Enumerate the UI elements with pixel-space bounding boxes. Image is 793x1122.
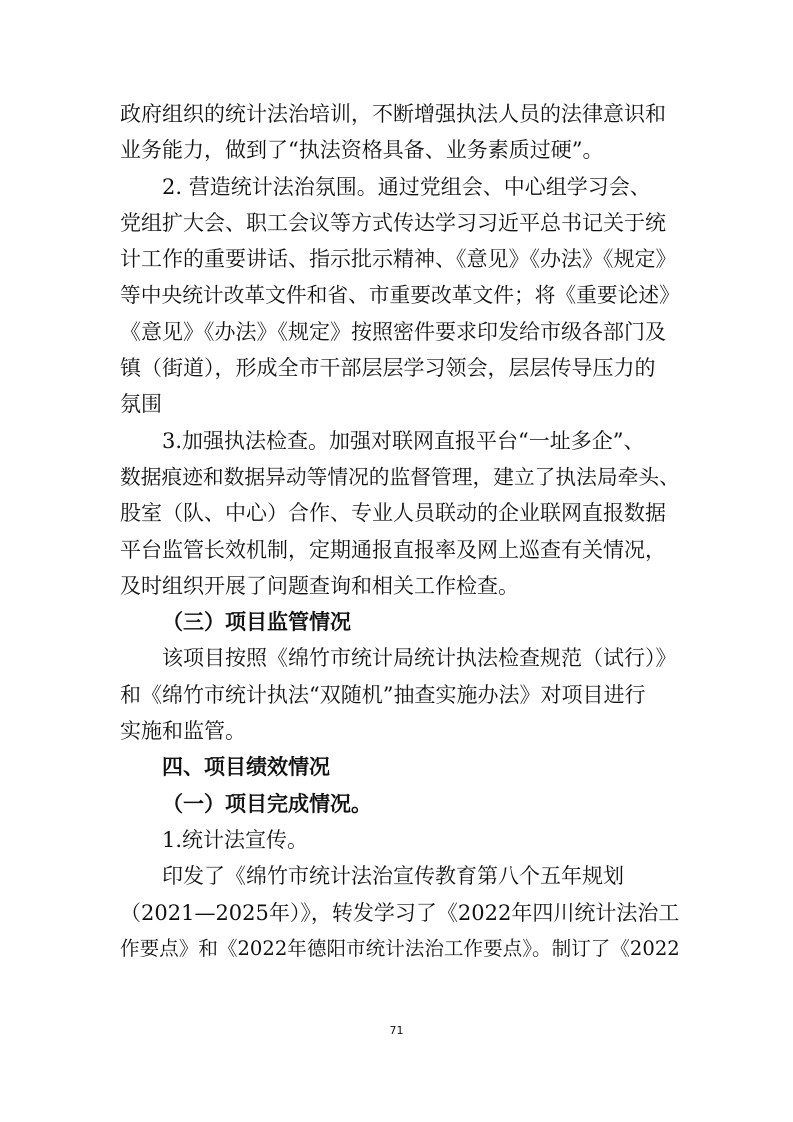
- text-line: 平台监管长效机制，定期通报直报率及网上巡查有关情况，: [120, 537, 666, 562]
- text-line: 3.加强执法检查。加强对联网直报平台“一址多企”、: [162, 428, 645, 453]
- text-line: 及时组织开展了问题查询和相关工作检查。: [120, 573, 519, 598]
- text-line: 和《绵竹市统计执法“双随机”抽查实施办法》对项目进行: [120, 682, 646, 707]
- text-line: 镇（街道），形成全市干部层层学习领会，层层传导压力的: [120, 356, 656, 381]
- text-line: 2. 营造统计法治氛围。通过党组会、中心组学习会、: [162, 174, 651, 199]
- text-line: 数据痕迹和数据异动等情况的监督管理，建立了执法局牵头、: [120, 464, 680, 489]
- section-heading: （一）项目完成情况。: [162, 791, 372, 816]
- page-number: 71: [389, 1024, 404, 1037]
- text-line: 计工作的重要讲话、指示批示精神、《意见》《办法》《规定》: [120, 247, 677, 272]
- text-line: 业务能力，做到了“执法资格具备、业务素质过硬”。: [120, 138, 604, 163]
- section-heading: （三）项目监管情况: [162, 610, 351, 635]
- text-line: 《意见》《办法》《规定》按照密件要求印发给市级各部门及: [120, 319, 666, 344]
- text-line: （2021—2025年）》，转发学习了《2022年四川统计法治工: [120, 900, 680, 925]
- text-line: 政府组织的统计法治培训，不断增强执法人员的法律意识和: [120, 102, 666, 126]
- text-line: 等中央统计改革文件和省、市重要改革文件；将《重要论述》: [120, 283, 680, 308]
- text-line: 实施和监管。: [120, 719, 246, 744]
- text-line: 1.统计法宣传。: [162, 827, 309, 852]
- text-line: 党组扩大会、职工会议等方式传达学习习近平总书记关于统: [120, 210, 666, 235]
- text-line: 作要点》和《2022年德阳市统计法治工作要点》。制订了《2022: [120, 936, 680, 960]
- text-line: 印发了《绵竹市统计法治宣传教育第八个五年规划: [162, 864, 624, 889]
- section-heading: 四、项目绩效情况: [162, 755, 330, 780]
- text-line: 股室（队、中心）合作、专业人员联动的企业联网直报数据: [120, 501, 666, 526]
- text-line: 该项目按照《绵竹市统计局统计执法检查规范（试行）》: [162, 646, 677, 671]
- text-line: 氛围: [120, 392, 162, 417]
- document-page: [120, 96, 680, 967]
